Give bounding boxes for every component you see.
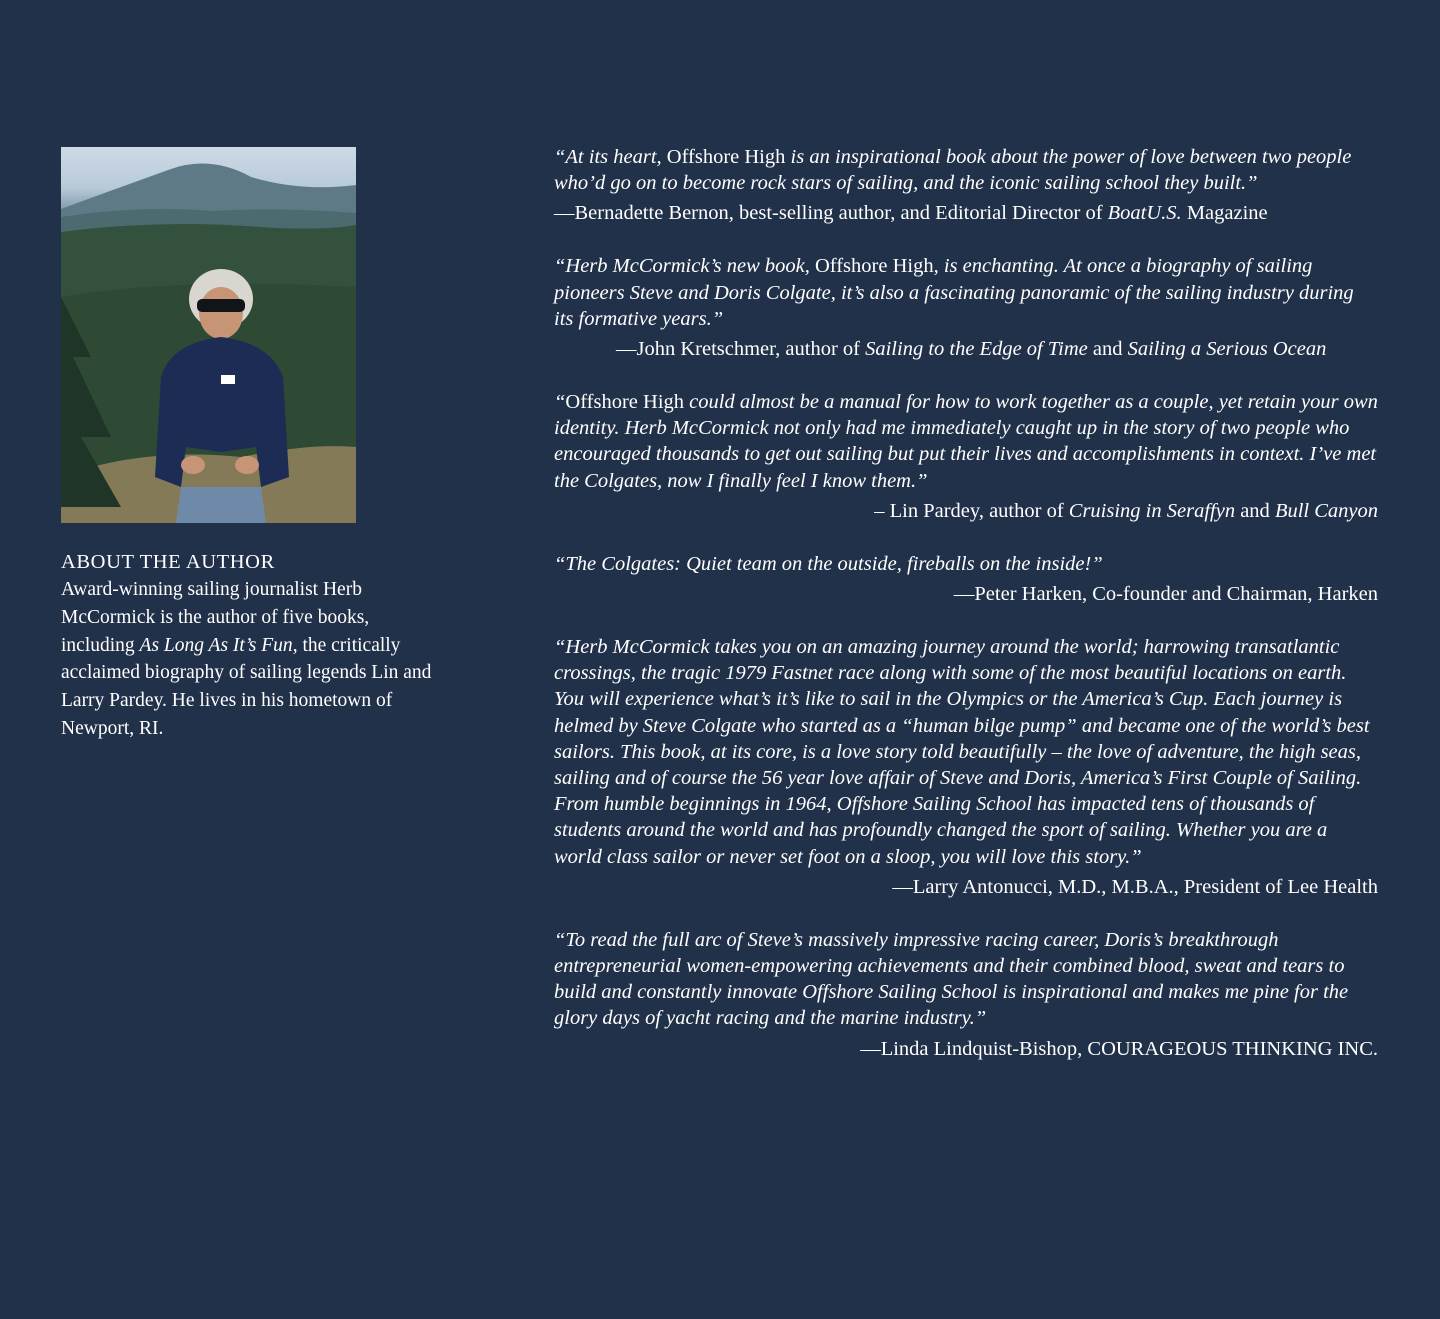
review-item [554,634,1378,901]
review-list [554,144,1378,1089]
attribution-text: —Peter Harken, Co-founder and Chairman, Harken [953,583,1378,606]
quote-text: could almost be a manual for how to work together as a couple, yet retain your own identity. Herb McCormick not only had me immediately caught up in the story of two people who encouraged thousands to get out sailing but put their lives and accomplishments in context. I’ve met the Colgates, now I finally feel I know them.” [554,391,1378,492]
author-photo [61,147,356,523]
attribution-text: – Lin Pardey, author of [874,499,1069,522]
review-quote [554,551,1378,577]
quote-text: “The Colgates: Quiet team on the outside, fireballs on the inside!” [554,552,1103,575]
author-bio-text: Award-winning sailing journalist Herb McCormick is the author of five books, including [61,579,370,656]
attribution-text: and [1087,338,1128,361]
book-title: Offshore High [666,146,786,168]
review-item [554,389,1378,525]
review-item [554,927,1378,1063]
book-title: Offshore High [565,391,685,414]
book-title: Offshore High [814,255,934,278]
attribution-text: —Bernadette Bernon, best-selling author, and Editorial Director of [554,202,1108,225]
review-attribution [554,873,1378,901]
review-item [554,551,1378,608]
about-heading: ABOUT THE AUTHOR [61,551,275,573]
attribution-text: —John Kretschmer, author of [616,338,866,361]
publication-title: Bull Canyon [1274,499,1378,522]
review-item [554,253,1378,363]
publication-title: BoatU.S. [1107,202,1182,225]
review-attribution [554,335,1378,363]
publication-title: Sailing a Serious Ocean [1127,338,1327,361]
review-item [554,144,1378,227]
attribution-text: Magazine [1181,202,1268,225]
quote-text: is an inspirational book about the power of love between two people who’d go on to become rock stars of sailing, and the iconic sailing school they built.” [554,146,1352,195]
quote-text: “Herb McCormick’s new book, [554,255,815,278]
publication-title: Cruising in Seraffyn [1068,499,1236,522]
attribution-text: and [1235,499,1275,522]
review-quote [554,144,1378,196]
review-attribution [554,580,1378,608]
review-quote [554,389,1378,494]
review-attribution [554,1035,1378,1063]
review-attribution [554,199,1378,227]
quote-text: “Herb McCormick takes you on an amazing journey around the world; harrowing transatlantic crossings, the tragic 1979 Fastnet race along with some of the most beautiful locations on earth. You will experience what’s it’s like to sail in the Olympics or the America’s Cup. Each journey is helmed by Steve Colgate who started as a “human bilge pump” and became one of the world’s best sailors. This book, at its core, is a love story told beautifully – the love of adventure, the high seas, sailing and of course the 56 year love affair of Steve and Doris, America’s First Couple of Sailing. From humble beginnings in 1964, Offshore Sailing School has impacted tens of thousands of students around the world and has profoundly changed the sport of sailing. Whether you are a world class sailor or never set foot on a sloop, you will love this story.” [554,636,1370,868]
quote-text: “ [554,391,566,414]
review-quote [554,253,1378,332]
review-quote [554,927,1378,1032]
attribution-text: —Linda Lindquist-Bishop, COURAGEOUS THINKING INC. [860,1037,1378,1060]
publication-title: Sailing to the Edge of Time [865,338,1088,361]
quote-text: “To read the full arc of Steve’s massively impressive racing career, Doris’s breakthrough entrepreneurial women-empowering achievements and their combined blood, sweat and tears to build and constantly innovate Offshore Sailing School is inspirational and makes me pine for the glory days of yacht racing and the marine industry.” [554,928,1349,1030]
about-the-author [61,548,441,743]
quote-text: , is enchanting. At once a biography of sailing pioneers Steve and Doris Colgate, it’s also a fascinating panoramic of the sailing industry during its formative years.” [554,255,1354,330]
author-bio-text-rest: , the critically acclaimed biography of sailing legends Lin and Larry Pardey. He lives in his hometown of Newport, RI. [61,634,432,739]
quote-text: “At its heart, [554,146,667,168]
review-attribution [554,497,1378,525]
review-quote [554,634,1378,870]
author-bio [61,576,441,743]
author-bio-book-title: As Long As It’s Fun [139,634,293,656]
author-photo-illustration [61,147,356,523]
attribution-text: —Larry Antonucci, M.D., M.B.A., President of Lee Health [892,875,1378,898]
